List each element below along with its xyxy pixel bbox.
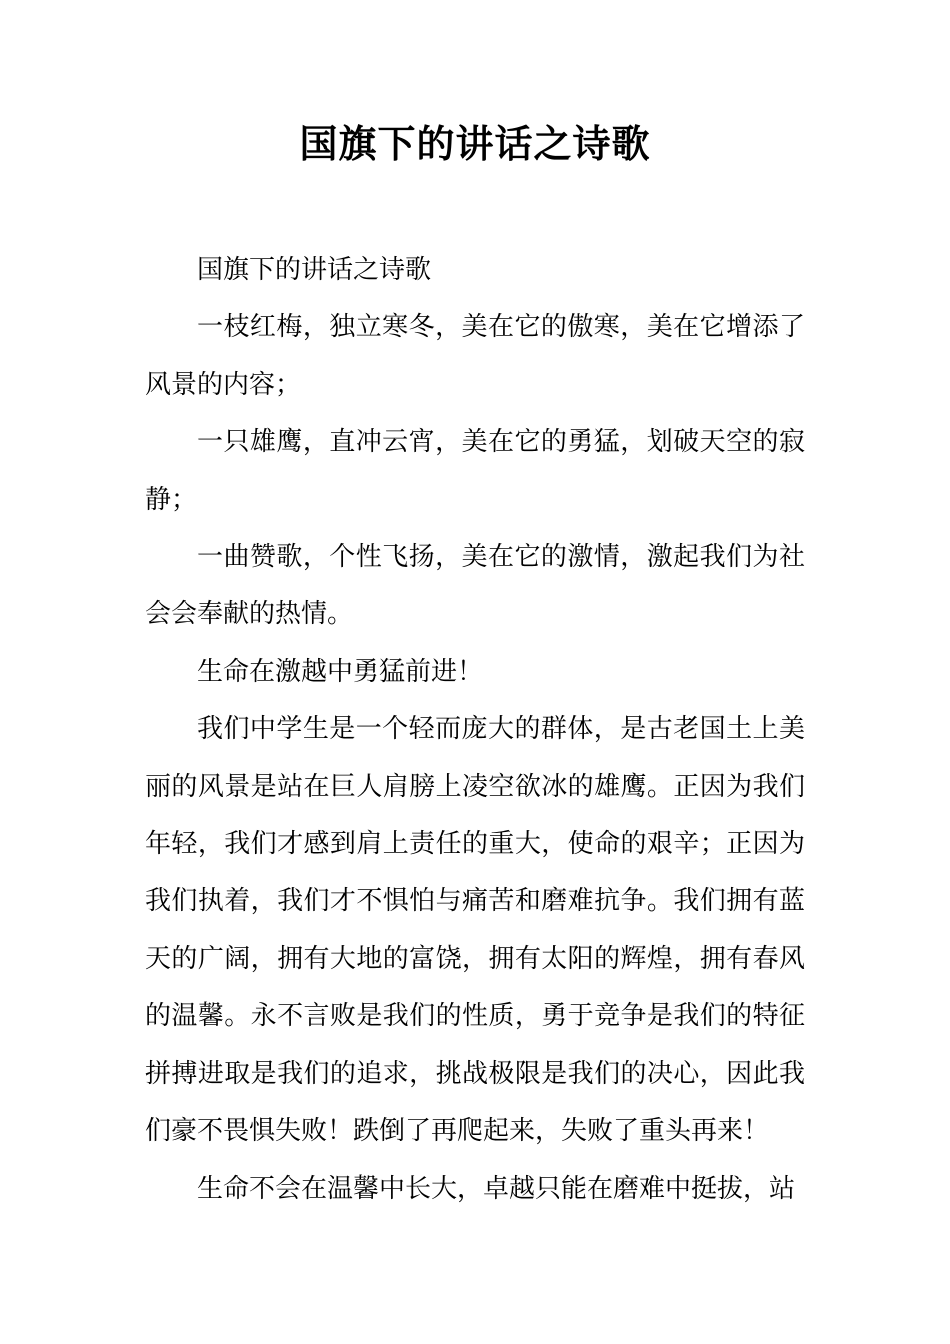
paragraph: 一枝红梅，独立寒冬，美在它的傲寒，美在它增添了风景的内容； — [145, 312, 805, 400]
document-title: 国旗下的讲话之诗歌 — [299, 121, 651, 166]
paragraph: 一只雄鹰，直冲云宵，美在它的勇猛，划破天空的寂静； — [145, 427, 805, 515]
paragraph: 生命不会在温馨中长大，卓越只能在磨难中挺拔，站 — [197, 1173, 796, 1204]
document-body — [145, 242, 805, 1218]
paragraph: 我们中学生是一个轻而庞大的群体，是古老国土上美丽的风景是站在巨人肩膀上凌空欲冰的雄鹰。正因为我们年轻，我们才感到肩上责任的重大，使命的艰辛；正因为我们执着，我们才不惧怕与痛苦和磨难抗争。我们拥有蓝天的广阔，拥有大地的富饶，拥有太阳的辉煌，拥有春风的温馨。永不言败是我们的性质，勇于竞争是我们的特征拼搏进取是我们的追求，挑战极限是我们的决心，因此我们豪不畏惧失败！跌倒了再爬起来，失败了重头再来！ — [145, 714, 805, 1147]
paragraph: 一曲赞歌，个性飞扬，美在它的激情，激起我们为社会会奉献的热情。 — [145, 542, 805, 630]
paragraph: 生命在激越中勇猛前进！ — [197, 656, 484, 687]
paragraph: 国旗下的讲话之诗歌 — [197, 255, 432, 285]
